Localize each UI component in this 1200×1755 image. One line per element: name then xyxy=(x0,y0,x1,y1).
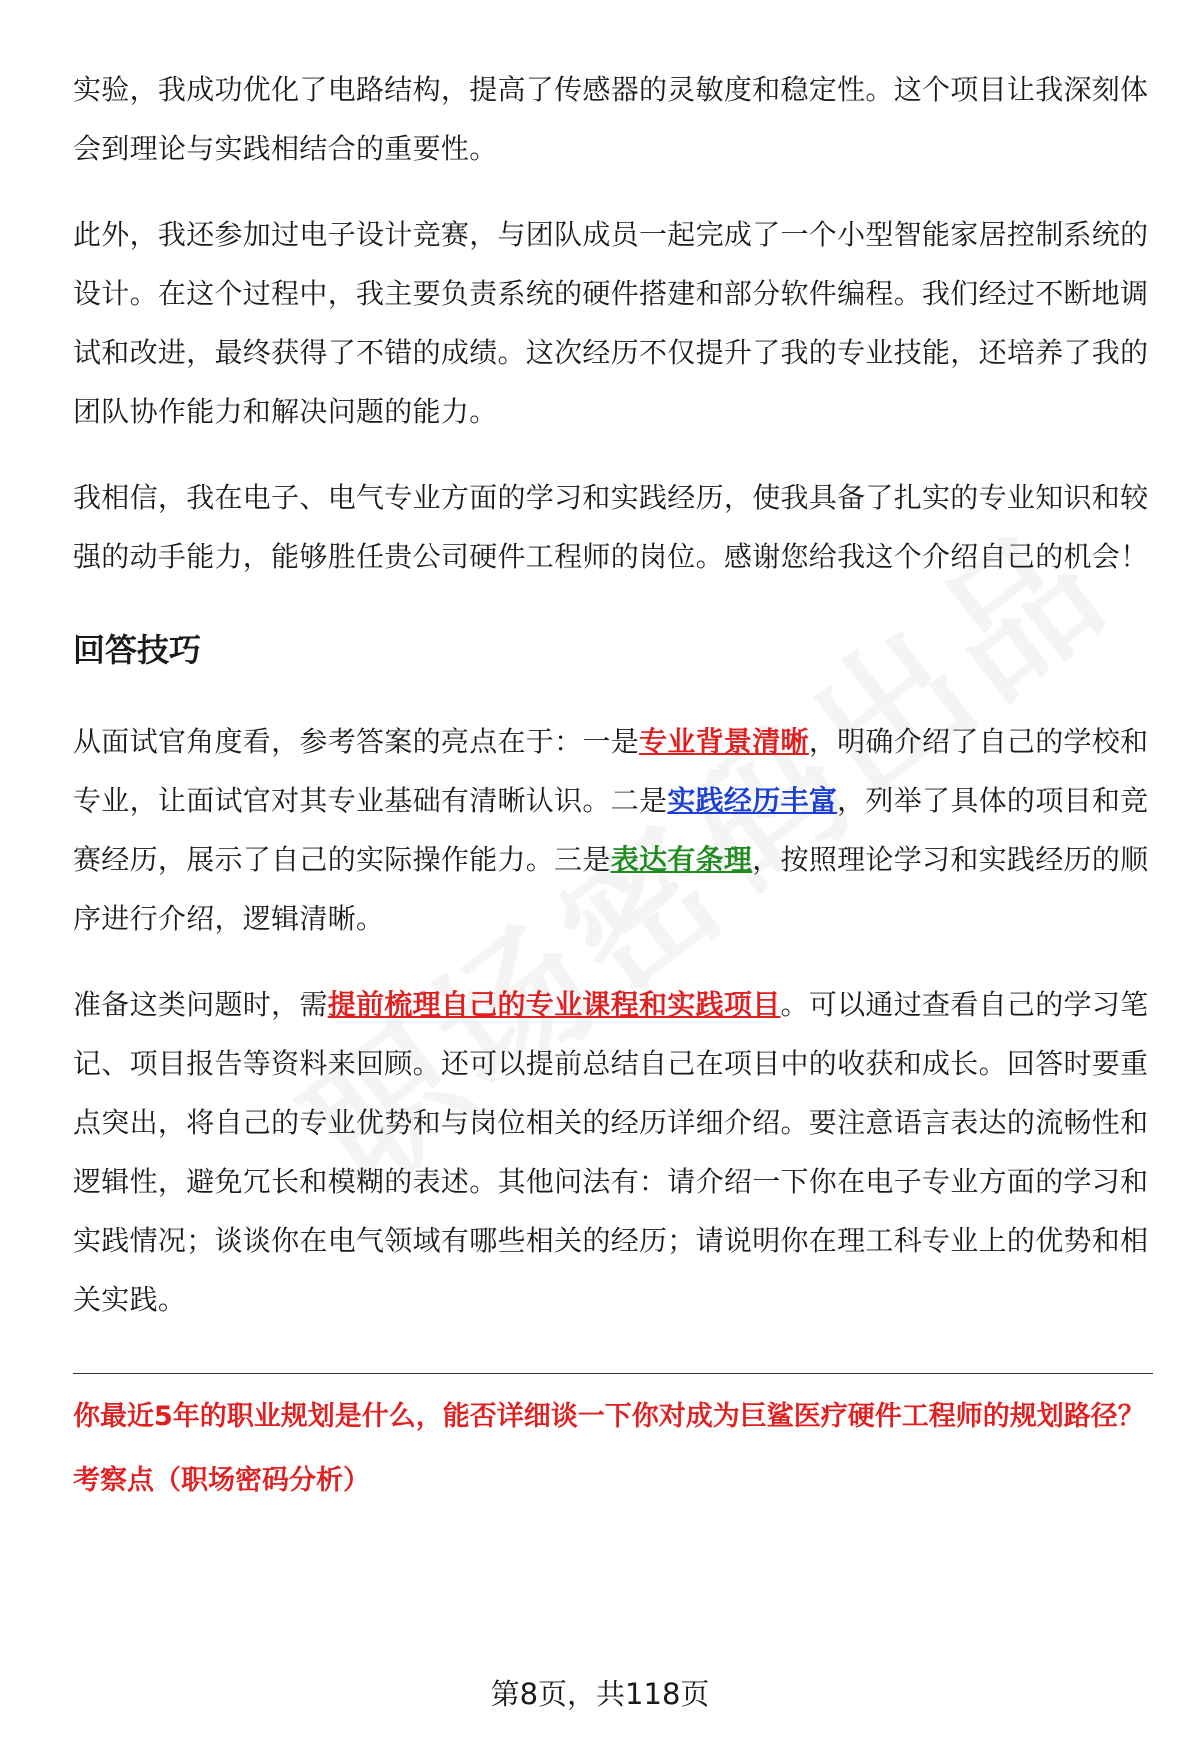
highlight-professional-background: 专业背景清晰 xyxy=(639,725,809,758)
text-span: 从面试官角度看，参考答案的亮点在于：一是 xyxy=(73,725,640,758)
next-subhead: 考察点（职场密码分析） xyxy=(73,1465,370,1496)
highlight-prepare-courses: 提前梳理自己的专业课程和实践项目 xyxy=(327,988,781,1021)
tips-paragraph-1 xyxy=(73,712,1153,948)
text-span: ，按照理论学习和实践经历的顺序进行介绍，逻辑清晰。 xyxy=(73,843,1149,935)
text-span: ，明确介绍了自己的学校和专业，让面试官对其专业基础有清晰认识。二是 xyxy=(73,725,1149,817)
text-span: ，列举了具体的项目和竞赛经历，展示了自己的实际操作能力。三是 xyxy=(73,784,1149,876)
paragraph-1: 实验，我成功优化了电路结构，提高了传感器的灵敏度和稳定性。这个项目让我深刻体会到理论与实践相结合的重要性。 xyxy=(73,73,1149,165)
section-title: 回答技巧 xyxy=(73,631,202,669)
tips-paragraph-2 xyxy=(73,975,1153,1329)
page-number-footer: 第8页，共118页 xyxy=(490,1677,710,1711)
text-span: 。可以通过查看自己的学习笔记、项目报告等资料来回顾。还可以提前总结自己在项目中的收获和成长。回答时要重点突出，将自己的专业优势和与岗位相关的经历详细介绍。要注意语言表达的流畅性和逻辑性，避免冗长和模糊的表述。其他问法有：请介绍一下你在电子专业方面的学习和实践情况；谈谈你在电气领域有哪些相关的经历；请说明你在理工科专业上的优势和相关实践。 xyxy=(73,988,1149,1316)
highlight-practical-experience: 实践经历丰富 xyxy=(667,784,838,817)
next-question: 你最近5年的职业规划是什么，能否详细谈一下你对成为巨鲨医疗硬件工程师的规划路径？ xyxy=(73,1401,1145,1432)
divider xyxy=(73,1373,1153,1374)
paragraph-2: 此外，我还参加过电子设计竞赛，与团队成员一起完成了一个小型智能家居控制系统的设计。在这个过程中，我主要负责系统的硬件搭建和部分软件编程。我们经过不断地调试和改进，最终获得了不错的成绩。这次经历不仅提升了我的专业技能，还培养了我的团队协作能力和解决问题的能力。 xyxy=(73,218,1149,428)
paragraph-3: 我相信，我在电子、电气专业方面的学习和实践经历，使我具备了扎实的专业知识和较强的动手能力，能够胜任贵公司硬件工程师的岗位。感谢您给我这个介绍自己的机会！ xyxy=(73,481,1149,573)
text-span: 准备这类问题时，需 xyxy=(73,988,328,1021)
document-body xyxy=(73,60,1153,1504)
highlight-organized-expression: 表达有条理 xyxy=(610,843,753,876)
